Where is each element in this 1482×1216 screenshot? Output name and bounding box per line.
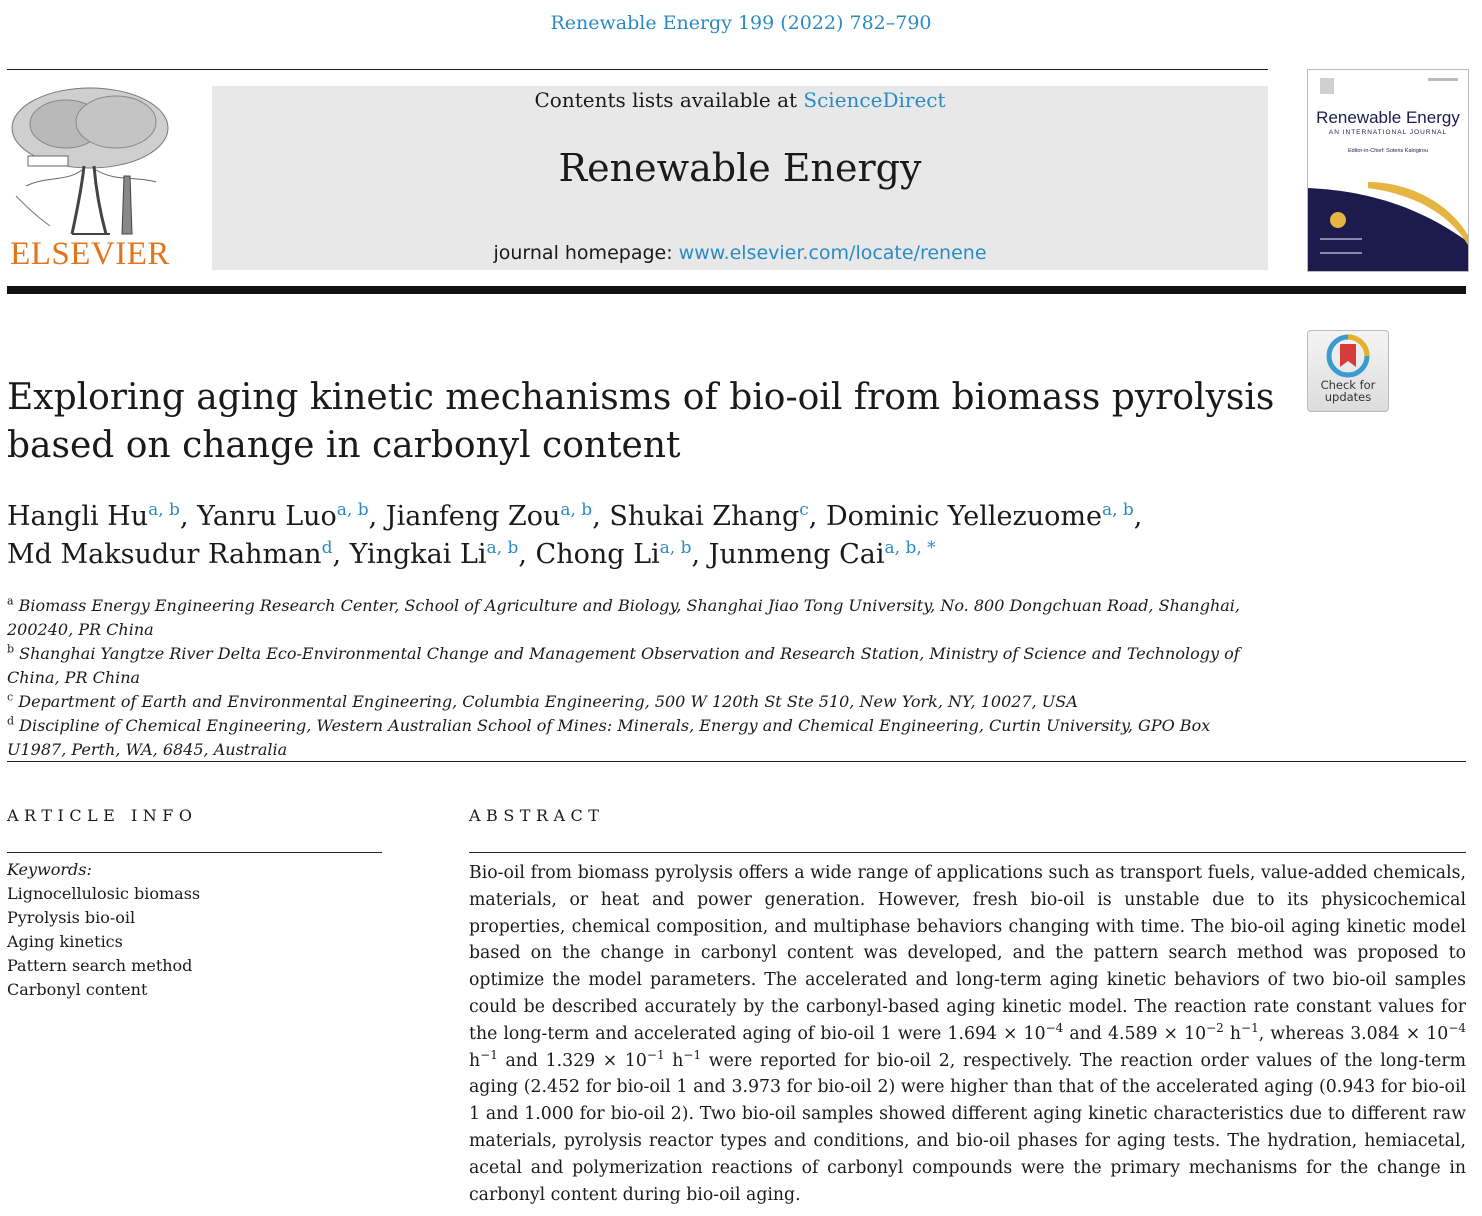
keyword-item: Pattern search method (7, 956, 193, 975)
author[interactable]: Shukai Zhang$^c$, (609, 500, 826, 532)
author-affiliation-marks[interactable]: a, b, * (884, 538, 936, 558)
author-list (7, 498, 1297, 574)
article-title: Exploring aging kinetic mechanisms of bio-oil from biomass pyrolysis based on change in carbonyl content (7, 377, 1275, 466)
author[interactable]: Yingkai Li$^{a, b}$, (349, 538, 536, 570)
abstract-rule (469, 852, 1466, 853)
cover-title: Renewable Energy (1316, 108, 1460, 127)
elsevier-logo[interactable] (6, 86, 174, 270)
elsevier-tree-icon (6, 86, 174, 238)
author-affiliation-marks[interactable]: a, b (336, 500, 369, 520)
homepage-link[interactable]: www.elsevier.com/locate/renene (678, 242, 987, 264)
author[interactable]: Dominic Yellezuome$^{a, b}$, (825, 500, 1143, 532)
journal-cover-thumbnail[interactable] (1307, 69, 1469, 272)
author-affiliation-marks[interactable]: c (799, 500, 809, 520)
author-affiliation-marks[interactable]: a, b (486, 538, 519, 558)
affiliation-item: $^c$ Department of Earth and Environmental Engineering, Columbia Engineering, 500 W 120th St Ste 510, New York, NY, 10027, USA (7, 690, 1078, 711)
contents-prefix: Contents lists available at (534, 88, 798, 112)
author[interactable]: Junmeng Cai$^{a, b, *}$ (708, 538, 936, 570)
keywords-label: Keywords: (7, 860, 92, 879)
author-affiliation-marks[interactable]: a, b (148, 500, 180, 520)
header-rule (7, 69, 1268, 70)
author[interactable]: Hangli Hu$^{a, b}$, (7, 500, 198, 532)
journal-title: Renewable Energy (558, 146, 922, 190)
abstract-heading: ABSTRACT (469, 806, 605, 825)
keyword-item: Aging kinetics (7, 932, 123, 951)
keywords-block (7, 858, 377, 1002)
author-affiliation-marks[interactable]: a, b (1101, 500, 1134, 520)
check-updates-icon (1308, 331, 1388, 379)
author-affiliation-marks[interactable]: d (321, 538, 333, 558)
check-updates-line2: updates (1324, 390, 1372, 404)
affiliation-item: $^b$ Shanghai Yangtze River Delta Eco-Environmental Change and Management Observation and Research Station, Ministry of Science and Technology of China, PR China (7, 642, 1240, 687)
affiliation-item: $^d$ Discipline of Chemical Engineering, Western Australian School of Mines: Minerals, Energy and Chemical Engineering, Curtin University, GPO Box U1987, Perth, WA, 6845, Australia (7, 714, 1211, 759)
cover-editor: Editor-in-Chief: Soteris Kalogirou (1347, 148, 1429, 154)
check-updates-line1: Check for (1320, 378, 1376, 392)
check-for-updates-button[interactable] (1307, 330, 1389, 412)
elsevier-wordmark: ELSEVIER (10, 236, 170, 272)
author[interactable]: Chong Li$^{a, b}$, (535, 538, 709, 570)
contents-line (212, 88, 1268, 112)
author-affiliation-marks[interactable]: a, b (659, 538, 692, 558)
section-rule (7, 761, 1466, 762)
keyword-item: Carbonyl content (7, 980, 148, 999)
cover-subtitle: AN INTERNATIONAL JOURNAL (1328, 129, 1448, 136)
keyword-item: Lignocellulosic biomass (7, 884, 201, 903)
author[interactable]: Yanru Luo$^{a, b}$, (197, 500, 386, 532)
author[interactable]: Md Maksudur Rahman$^d$, (7, 538, 350, 570)
journal-citation[interactable]: Renewable Energy 199 (2022) 782–790 (550, 12, 932, 34)
affiliations (7, 594, 1269, 762)
affiliation-item: $^a$ Biomass Energy Engineering Research Center, School of Agriculture and Biology, Shanghai Jiao Tong University, No. 800 Dongchuan Road, Shanghai, 200240, PR China (7, 594, 1240, 639)
journal-header-box (212, 86, 1268, 270)
homepage-line (212, 242, 1268, 264)
sciencedirect-link[interactable]: ScienceDirect (803, 88, 946, 112)
author[interactable]: Jianfeng Zou$^{a, b}$, (385, 500, 610, 532)
article-info-heading: ARTICLE INFO (7, 806, 198, 825)
header-thick-rule (7, 286, 1466, 294)
abstract-text: Bio-oil from biomass pyrolysis offers a wide range of applications such as transport fuels, value-added chemicals, materials, or heat and power generation. However, fresh bio-oil is unstable due to its physicochemical properties, chemical composition, and multiphase behaviors changing with time. The bio-oil aging kinetic model based on the change in carbonyl content was developed, and the pattern search method was proposed to optimize the model parameters. The accelerated and long-term aging kinetic behaviors of two bio-oil samples could be described accurately by the carbonyl-based aging kinetic model. The reaction rate constant values for the long-term and accelerated aging of bio-oil 1 were $1.694 \times 10^{-4}$ and $4.589 \times 10^{-2}$ $h^{-1}$, whereas $3.084 \times 10^{-4}$ $h^{-1}$ and $1.329 \times 10^{-1}$ $h^{-1}$ were reported for bio-oil 2, respectively. The reaction order values of the long-term aging (2.452 for bio-oil 1 and 3.973 for bio-oil 2) were higher than that of the accelerated aging (0.943 for bio-oil 1 and 1.000 for bio-oil 2). Two bio-oil samples showed different aging kinetic characteristics due to different raw materials, pyrolysis reactor types and conditions, and bio-oil phases for aging tests. The hydration, hemiacetal, acetal and polymerization reactions of carbonyl compounds were the primary mechanisms for the change in carbonyl content during bio-oil aging. (469, 863, 1467, 1205)
article-info-rule (7, 852, 382, 853)
author-affiliation-marks[interactable]: a, b (560, 500, 593, 520)
keyword-item: Pyrolysis bio-oil (7, 908, 136, 927)
check-updates-label (1308, 379, 1388, 403)
homepage-prefix: journal homepage: (493, 242, 673, 264)
cover-art-icon (1308, 70, 1468, 271)
